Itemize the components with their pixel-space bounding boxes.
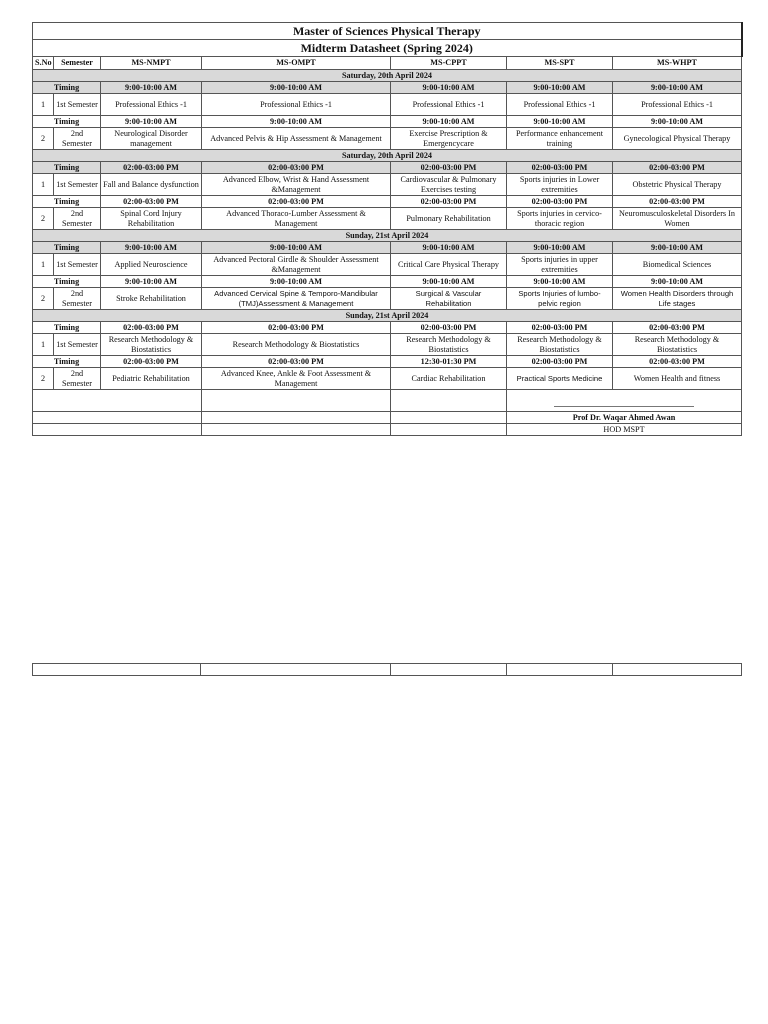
serial-number: 1 xyxy=(33,254,54,276)
signature-line xyxy=(554,406,694,407)
course-row xyxy=(33,128,742,150)
timing-value: 02:00-03:00 PM xyxy=(507,356,613,368)
course-cell: Sports injuries in cervico-thoracic region xyxy=(507,208,613,230)
course-cell: Pediatric Rehabilitation xyxy=(101,368,202,390)
timing-value: 9:00-10:00 AM xyxy=(202,116,391,128)
serial-number: 1 xyxy=(33,94,54,116)
course-cell: Advanced Cervical Spine & Temporo-Mandibular (TMJ)Assessment & Management xyxy=(202,288,391,310)
signatory-designation-row xyxy=(33,424,742,436)
timing-label: Timing xyxy=(33,116,101,128)
course-cell: Performance enhancement training xyxy=(507,128,613,150)
day-header-row xyxy=(33,310,742,322)
timing-value: 02:00-03:00 PM xyxy=(613,196,742,208)
course-row xyxy=(33,254,742,276)
timing-label: Timing xyxy=(33,322,101,334)
timing-value: 9:00-10:00 AM xyxy=(101,242,202,254)
document-title: Master of Sciences Physical Therapy xyxy=(33,23,742,40)
serial-number: 2 xyxy=(33,288,54,310)
timing-value: 9:00-10:00 AM xyxy=(101,116,202,128)
course-cell: Cardiovascular & Pulmonary Exercises testing xyxy=(391,174,507,196)
course-cell: Exercise Prescription & Emergencycare xyxy=(391,128,507,150)
course-cell: Advanced Pelvis & Hip Assessment & Management xyxy=(202,128,391,150)
course-cell: Sports injuries in upper extremities xyxy=(507,254,613,276)
timing-value: 02:00-03:00 PM xyxy=(507,196,613,208)
timing-value: 02:00-03:00 PM xyxy=(391,322,507,334)
timing-value: 02:00-03:00 PM xyxy=(391,196,507,208)
course-cell: Advanced Elbow, Wrist & Hand Assessment &Management xyxy=(202,174,391,196)
course-cell: Stroke Rehabilitation xyxy=(101,288,202,310)
signatory-designation: HOD MSPT xyxy=(507,424,742,436)
timing-value: 02:00-03:00 PM xyxy=(202,162,391,174)
serial-number: 2 xyxy=(33,128,54,150)
header-ms-whpt: MS-WHPT xyxy=(613,57,742,70)
datesheet-table xyxy=(32,22,743,436)
timing-value: 9:00-10:00 AM xyxy=(507,82,613,94)
timing-value: 02:00-03:00 PM xyxy=(391,162,507,174)
timing-label: Timing xyxy=(33,356,101,368)
timing-value: 9:00-10:00 AM xyxy=(101,276,202,288)
document-subtitle: Midterm Datasheet (Spring 2024) xyxy=(33,40,742,57)
course-row xyxy=(33,288,742,310)
timing-value: 9:00-10:00 AM xyxy=(202,242,391,254)
bottom-border-row xyxy=(32,663,742,676)
course-row xyxy=(33,368,742,390)
serial-number: 2 xyxy=(33,368,54,390)
course-cell: Advanced Pectoral Girdle & Shoulder Assessment &Management xyxy=(202,254,391,276)
course-cell: Fall and Balance dysfunction xyxy=(101,174,202,196)
timing-value: 9:00-10:00 AM xyxy=(202,82,391,94)
timing-label: Timing xyxy=(33,82,101,94)
timing-row xyxy=(33,356,742,368)
course-cell: Gynecological Physical Therapy xyxy=(613,128,742,150)
day-label: Saturday, 20th April 2024 xyxy=(33,150,742,162)
timing-label: Timing xyxy=(33,276,101,288)
timing-row xyxy=(33,116,742,128)
day-label: Saturday, 20th April 2024 xyxy=(33,70,742,82)
header-row xyxy=(33,57,742,70)
header-ms-ompt: MS-OMPT xyxy=(202,57,391,70)
signatory-name: Prof Dr. Waqar Ahmed Awan xyxy=(507,412,742,424)
day-header-row xyxy=(33,150,742,162)
timing-value: 02:00-03:00 PM xyxy=(613,356,742,368)
header-ms-nmpt: MS-NMPT xyxy=(101,57,202,70)
timing-value: 02:00-03:00 PM xyxy=(507,322,613,334)
timing-value: 9:00-10:00 AM xyxy=(391,276,507,288)
course-cell: Obstetric Physical Therapy xyxy=(613,174,742,196)
course-cell: Practical Sports Medicine xyxy=(507,368,613,390)
course-cell: Women Health and fitness xyxy=(613,368,742,390)
semester-label: 2nd Semester xyxy=(54,208,101,230)
semester-label: 1st Semester xyxy=(54,174,101,196)
header-sno: S.No xyxy=(33,57,54,70)
course-cell: Professional Ethics -1 xyxy=(391,94,507,116)
course-cell: Advanced Knee, Ankle & Foot Assessment & Management xyxy=(202,368,391,390)
course-cell: Sports Injuries of lumbo-pelvic region xyxy=(507,288,613,310)
timing-label: Timing xyxy=(33,242,101,254)
timing-value: 9:00-10:00 AM xyxy=(507,116,613,128)
header-semester: Semester xyxy=(54,57,101,70)
course-cell: Professional Ethics -1 xyxy=(101,94,202,116)
datesheet xyxy=(32,22,741,436)
timing-value: 12:30-01:30 PM xyxy=(391,356,507,368)
timing-value: 9:00-10:00 AM xyxy=(613,82,742,94)
course-cell: Neurological Disorder management xyxy=(101,128,202,150)
timing-value: 02:00-03:00 PM xyxy=(507,162,613,174)
signature-line-cell xyxy=(507,390,742,412)
course-cell: Surgical & Vascular Rehabilitation xyxy=(391,288,507,310)
course-cell: Sports injuries in Lower extremities xyxy=(507,174,613,196)
timing-value: 02:00-03:00 PM xyxy=(101,196,202,208)
timing-value: 9:00-10:00 AM xyxy=(101,82,202,94)
day-header-row xyxy=(33,70,742,82)
course-row xyxy=(33,174,742,196)
timing-label: Timing xyxy=(33,162,101,174)
timing-row xyxy=(33,82,742,94)
course-cell: Critical Care Physical Therapy xyxy=(391,254,507,276)
timing-value: 02:00-03:00 PM xyxy=(613,162,742,174)
timing-value: 02:00-03:00 PM xyxy=(101,356,202,368)
course-cell: Research Methodology & Biostatistics xyxy=(391,334,507,356)
timing-value: 9:00-10:00 AM xyxy=(391,82,507,94)
timing-row xyxy=(33,162,742,174)
course-cell: Professional Ethics -1 xyxy=(202,94,391,116)
timing-row xyxy=(33,242,742,254)
day-label: Sunday, 21st April 2024 xyxy=(33,310,742,322)
day-header-row xyxy=(33,230,742,242)
timing-value: 02:00-03:00 PM xyxy=(101,162,202,174)
semester-label: 2nd Semester xyxy=(54,128,101,150)
timing-value: 9:00-10:00 AM xyxy=(391,242,507,254)
course-cell: Advanced Thoraco-Lumber Assessment & Management xyxy=(202,208,391,230)
course-row xyxy=(33,94,742,116)
timing-value: 9:00-10:00 AM xyxy=(613,116,742,128)
timing-value: 02:00-03:00 PM xyxy=(613,322,742,334)
timing-value: 02:00-03:00 PM xyxy=(202,356,391,368)
course-cell: Professional Ethics -1 xyxy=(613,94,742,116)
serial-number: 1 xyxy=(33,334,54,356)
semester-label: 2nd Semester xyxy=(54,368,101,390)
timing-value: 9:00-10:00 AM xyxy=(391,116,507,128)
signatory-name-row xyxy=(33,412,742,424)
course-row xyxy=(33,208,742,230)
course-cell: Research Methodology & Biostatistics xyxy=(507,334,613,356)
day-label: Sunday, 21st April 2024 xyxy=(33,230,742,242)
timing-value: 9:00-10:00 AM xyxy=(507,242,613,254)
timing-row xyxy=(33,276,742,288)
timing-value: 02:00-03:00 PM xyxy=(202,322,391,334)
course-row xyxy=(33,334,742,356)
timing-value: 9:00-10:00 AM xyxy=(613,276,742,288)
semester-label: 2nd Semester xyxy=(54,288,101,310)
header-ms-spt: MS-SPT xyxy=(507,57,613,70)
timing-value: 9:00-10:00 AM xyxy=(613,242,742,254)
course-cell: Spinal Cord Injury Rehabilitation xyxy=(101,208,202,230)
course-cell: Biomedical Sciences xyxy=(613,254,742,276)
semester-label: 1st Semester xyxy=(54,94,101,116)
header-ms-cppt: MS-CPPT xyxy=(391,57,507,70)
semester-label: 1st Semester xyxy=(54,254,101,276)
timing-value: 9:00-10:00 AM xyxy=(507,276,613,288)
serial-number: 1 xyxy=(33,174,54,196)
signature-space-row xyxy=(33,390,742,412)
course-cell: Research Methodology & Biostatistics xyxy=(101,334,202,356)
timing-row xyxy=(33,196,742,208)
serial-number: 2 xyxy=(33,208,54,230)
timing-value: 02:00-03:00 PM xyxy=(101,322,202,334)
timing-value: 9:00-10:00 AM xyxy=(202,276,391,288)
course-cell: Professional Ethics -1 xyxy=(507,94,613,116)
timing-value: 02:00-03:00 PM xyxy=(202,196,391,208)
course-cell: Pulmonary Rehabilitation xyxy=(391,208,507,230)
timing-row xyxy=(33,322,742,334)
course-cell: Cardiac Rehabilitation xyxy=(391,368,507,390)
course-cell: Neuromusculoskeletal Disorders In Women xyxy=(613,208,742,230)
course-cell: Research Methodology & Biostatistics xyxy=(202,334,391,356)
semester-label: 1st Semester xyxy=(54,334,101,356)
course-cell: Women Health Disorders through Life stages xyxy=(613,288,742,310)
timing-label: Timing xyxy=(33,196,101,208)
course-cell: Research Methodology & Biostatistics xyxy=(613,334,742,356)
course-cell: Applied Neuroscience xyxy=(101,254,202,276)
